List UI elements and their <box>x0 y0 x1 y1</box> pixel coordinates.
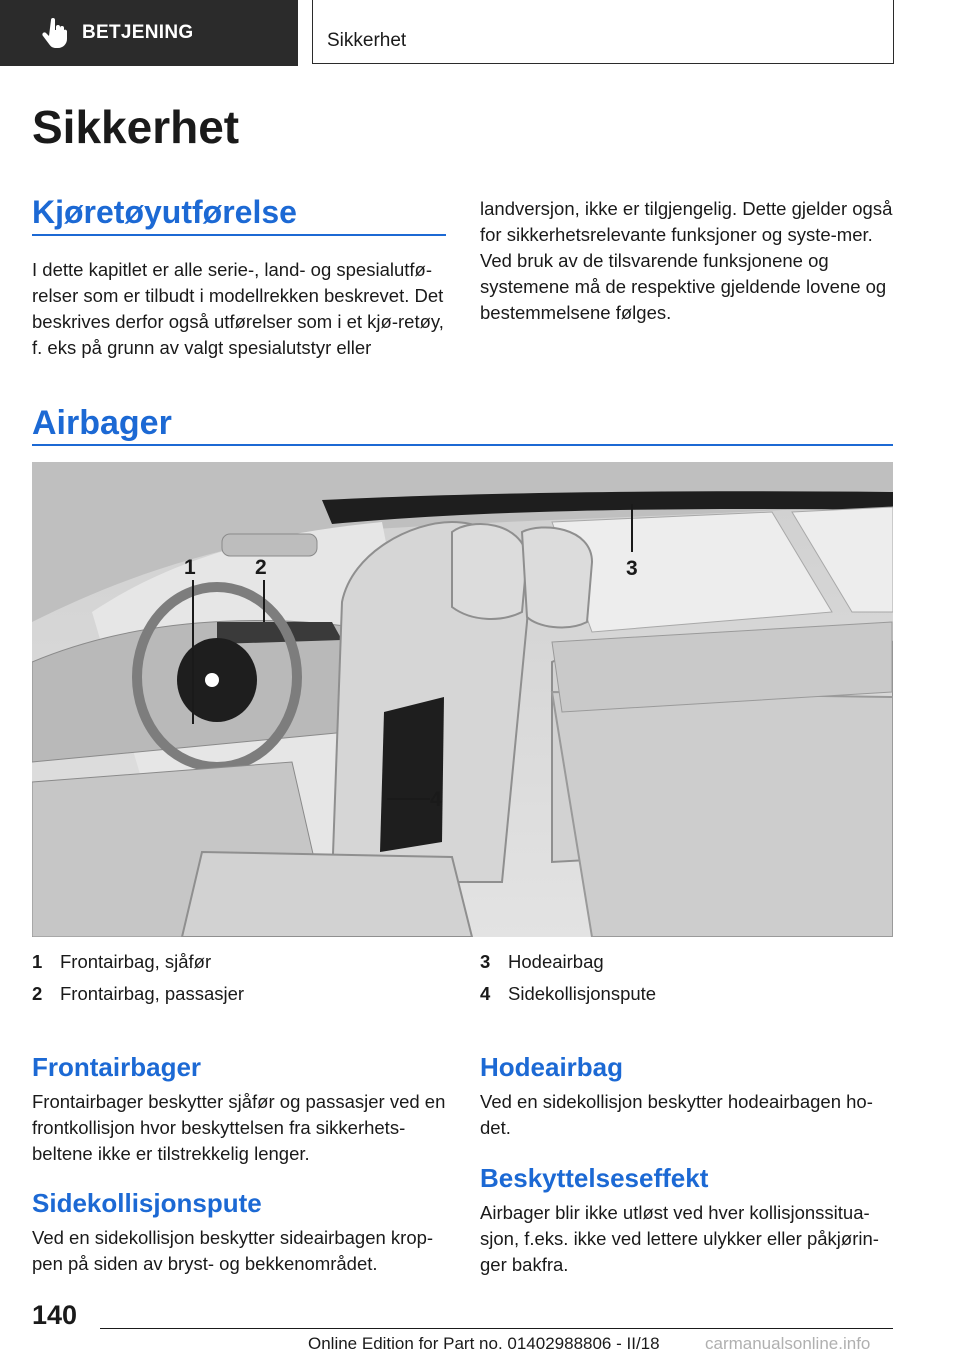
front-airbags-text: Frontairbager beskytter sjåfør og passasjer ved en frontkollisjon hvor beskyttelsen fra sikkerhets-beltene ikke er tilstrekkelig lenger. <box>32 1091 446 1164</box>
section-tab-label: BETJENING <box>82 22 194 43</box>
footer-rule <box>100 1328 893 1329</box>
edition-note: Online Edition for Part no. 01402988806 - II/18 <box>308 1334 660 1353</box>
callout-2: 2 <box>255 556 267 579</box>
header-separator <box>298 0 312 66</box>
legend-label: Frontairbag, sjåfør <box>60 951 212 972</box>
legend-label: Frontairbag, passasjer <box>60 983 245 1004</box>
breadcrumb <box>312 0 894 64</box>
legend-number: 1 <box>32 951 43 972</box>
section-tab[interactable] <box>0 0 298 66</box>
watermark: carmanualsonline.info <box>705 1334 871 1353</box>
legend-number: 3 <box>480 951 491 972</box>
subheading-head-airbag: Hodeairbag <box>480 1052 624 1082</box>
head-airbag-text: Ved en sidekollisjon beskytter hodeairbagen ho-det. <box>480 1091 873 1138</box>
section-heading-vehicle: Kjøretøyutførelse <box>32 194 297 230</box>
legend-label: Hodeairbag <box>508 951 604 972</box>
subheading-front-airbags: Frontairbager <box>32 1052 202 1082</box>
subheading-side-airbag: Sidekollisjonspute <box>32 1188 262 1218</box>
protective-effect-text: Airbager blir ikke utløst ved hver kollisjonssitua-sjon, f.eks. ikke ved lettere ulykker eller påkjørin-ger bakfra. <box>480 1202 879 1275</box>
callout-1: 1 <box>184 556 196 579</box>
callout-3: 3 <box>626 557 638 580</box>
airbag-illustration <box>32 462 893 937</box>
car-interior-drawing <box>32 462 893 937</box>
callout-4: 4 <box>430 788 442 811</box>
subheading-protective-effect: Beskyttelseseffekt <box>480 1163 709 1193</box>
hand-pointer-icon <box>32 10 78 56</box>
section-heading-airbags: Airbager <box>32 404 172 442</box>
section-rule-airbags <box>32 444 893 446</box>
legend-label: Sidekollisjonspute <box>508 983 657 1004</box>
page-title: Sikkerhet <box>32 101 240 153</box>
section-rule-vehicle <box>32 234 446 236</box>
legend-number: 4 <box>480 983 491 1004</box>
vehicle-paragraph-left: I dette kapitlet er alle serie-, land- og spesialutfø-relser som er tilbudt i modellrekken beskrevet. Det beskrives derfor også utførelser som i et kjø-retøy, f. eks på grunn av valgt spesialutstyr eller <box>32 259 444 358</box>
page-number: 140 <box>32 1300 78 1330</box>
legend-number: 2 <box>32 983 43 1004</box>
breadcrumb-label: Sikkerhet <box>327 30 407 51</box>
side-airbag-text: Ved en sidekollisjon beskytter sideairbagen krop-pen på siden av bryst- og bekkenområdet. <box>32 1227 434 1274</box>
vehicle-paragraph-right: landversjon, ikke er tilgjengelig. Dette gjelder også for sikkerhetsrelevante funksjoner og syste-mer. Ved bruk av de tilsvarende funksjonene og systemene må de respektive gjeldende lovene og bestemmelsene følges. <box>480 198 893 323</box>
